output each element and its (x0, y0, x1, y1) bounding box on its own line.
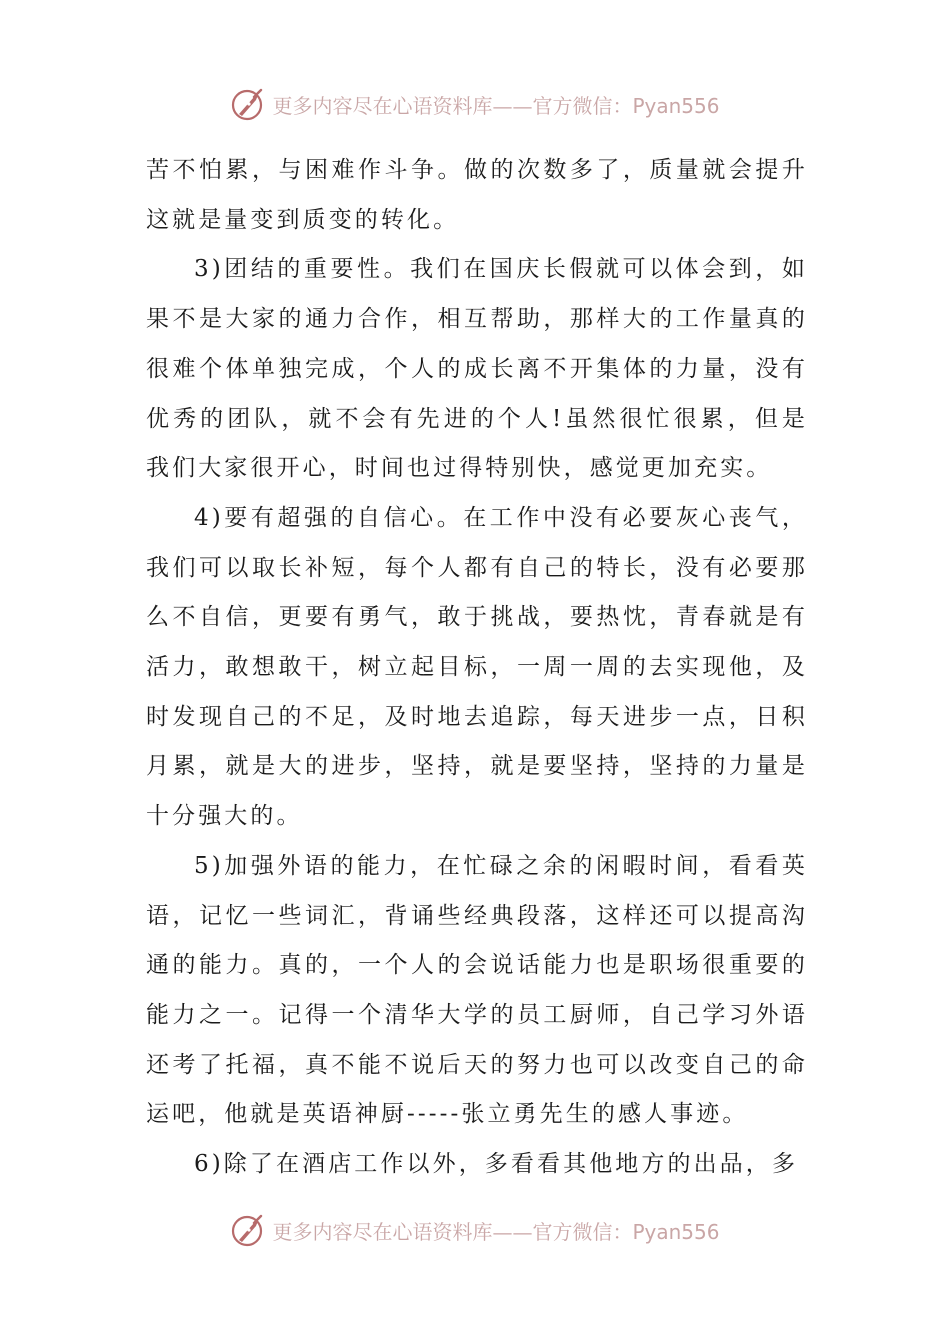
header-wechat-text: 官方微信：Pyan556 (532, 93, 720, 118)
header-banner (0, 84, 950, 124)
paragraph-item-5: 5)加强外语的能力，在忙碌之余的闲暇时间，看看英语，记忆一些词汇，背诵些经典段落，这样还可以提高沟通的能力。真的，一个人的会说话能力也是职场很重要的能力之一。记得一个清华大学的员工厨师，自己学习外语还考了托福，真不能不说后天的努力也可以改变自己的命运吧，他就是英语神厨-----张立勇先生的感人事迹。 (146, 852, 808, 1128)
document-body (146, 146, 808, 1190)
footer-banner (0, 1210, 950, 1250)
footer-banner-text (272, 1216, 719, 1245)
pen-nib-logo-icon (230, 86, 266, 122)
footer-banner-title: 更多内容尽在心语资料库 (272, 1219, 493, 1244)
header-banner-title: 更多内容尽在心语资料库 (272, 93, 493, 118)
paragraph-item-4: 4)要有超强的自信心。在工作中没有必要灰心丧气，我们可以取长补短，每个人都有自己的特长，没有必要那么不自信，更要有勇气，敢于挑战，要热忱，青春就是有活力，敢想敢干，树立起目标，一周一周的去实现他，及时发现自己的不足，及时地去追踪，每天进步一点，日积月累，就是大的进步，坚持，就是要坚持，坚持的力量是十分强大的。 (146, 504, 808, 830)
header-banner-separator: —— (492, 93, 533, 118)
header-banner-text (272, 90, 719, 119)
pen-nib-logo-icon (230, 1212, 266, 1248)
paragraph-item-6: 6)除了在酒店工作以外，多看看其他地方的出品，多 (194, 1151, 799, 1178)
footer-wechat-text: 官方微信：Pyan556 (532, 1219, 720, 1244)
footer-banner-separator: —— (492, 1219, 533, 1244)
paragraph-item-3: 3)团结的重要性。我们在国庆长假就可以体会到，如果不是大家的通力合作，相互帮助，那样大的工作量真的很难个体单独完成，个人的成长离不开集体的力量，没有优秀的团队，就不会有先进的个人!虽然很忙很累，但是我们大家很开心，时间也过得特别快，感觉更加充实。 (146, 256, 808, 482)
paragraph-continuation: 苦不怕累，与困难作斗争。做的次数多了，质量就会提升这就是量变到质变的转化。 (146, 157, 808, 233)
